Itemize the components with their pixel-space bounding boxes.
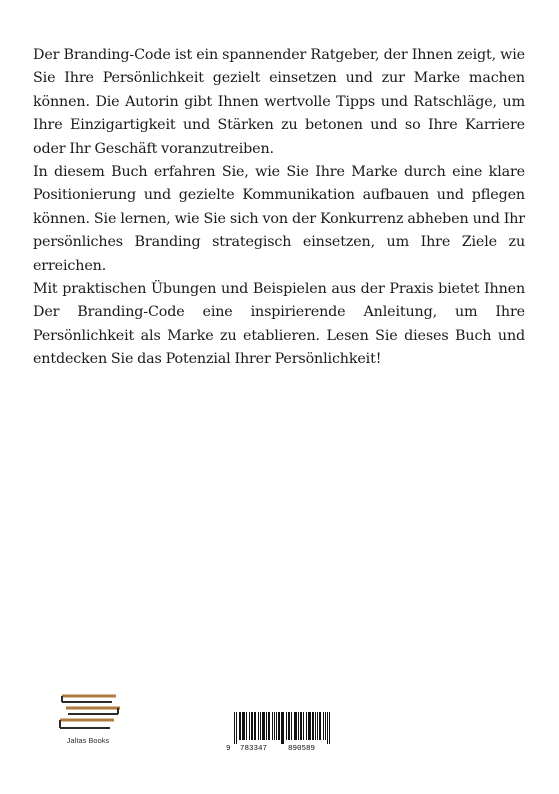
barcode-bar: [317, 712, 318, 740]
barcode-bar: [291, 712, 292, 740]
barcode-bar: [329, 712, 330, 744]
barcode-bar: [319, 712, 320, 740]
barcode-bar: [308, 712, 309, 740]
barcode-bar: [306, 712, 307, 740]
barcode-bar: [240, 712, 241, 740]
barcode-bar: [239, 712, 240, 740]
barcode-bar: [254, 712, 255, 740]
barcode-bar: [244, 712, 245, 740]
barcode-bar: [300, 712, 301, 740]
barcode-bar: [251, 712, 252, 740]
barcode-bar: [260, 712, 261, 740]
barcode-bar: [294, 712, 295, 740]
barcode-bar: [249, 712, 250, 740]
barcode-bar: [281, 712, 282, 744]
blurb-paragraph-2: In diesem Buch erfahren Sie, wie Sie Ihre Marke durch eine klare Positionierung und gezielte Kommunikation aufbauen und pflegen können. Sie lernen, wie Sie sich von der Konkurrenz abheben und Ihr persönliches Branding strategisch einsetzen, um Ihre Ziele zu erreichen.: [33, 164, 525, 274]
barcode-bar: [323, 712, 324, 740]
barcode-digit-first: 9: [226, 745, 231, 753]
barcode-bar: [327, 712, 328, 744]
barcode-bar: [310, 712, 311, 740]
barcode-bar: [296, 712, 297, 740]
barcode-bar: [276, 712, 277, 740]
barcode-bar: [242, 712, 243, 740]
barcode-bar: [278, 712, 279, 740]
barcode-bar: [315, 712, 316, 740]
barcode-digits: [226, 745, 334, 785]
blurb-paragraph-3: Mit praktischen Übungen und Beispielen aus der Praxis bietet Ihnen Der Branding-Code eine inspirierende Anleitung, um Ihre Persönlichkeit als Marke zu etablieren. Lesen Sie dieses Buch und entdecken Sie das Potenzial Ihrer Persönlichkeit!: [33, 281, 525, 368]
barcode-bar: [262, 712, 263, 740]
barcode-bar: [255, 712, 256, 740]
barcode-bar: [313, 712, 314, 740]
barcode-bar: [289, 712, 290, 740]
barcode-bar: [263, 712, 264, 740]
publisher-logo: [52, 688, 124, 748]
barcode-bar: [298, 712, 299, 740]
barcode-bar: [312, 712, 313, 740]
barcode-digits-left: 783347: [240, 745, 268, 753]
barcode-bar: [258, 712, 259, 740]
barcode-bar: [269, 712, 270, 740]
barcode-bar: [252, 712, 253, 740]
barcode-bar: [301, 712, 302, 740]
barcode-digits-right: 890589: [288, 745, 316, 753]
barcode-bar: [279, 712, 280, 740]
isbn-barcode: [226, 712, 334, 756]
barcode-bars: [234, 712, 330, 744]
barcode-bar: [268, 712, 269, 740]
barcode-bar: [283, 712, 284, 744]
barcode-bar: [236, 712, 237, 744]
barcode-bar: [243, 712, 244, 740]
publisher-name: Jaltas Books: [66, 736, 110, 745]
barcode-bar: [288, 712, 289, 740]
barcode-bar: [272, 712, 273, 740]
stacked-books-icon: [52, 688, 124, 734]
barcode-bar: [286, 712, 287, 740]
barcode-bar: [246, 712, 247, 740]
blurb-text: [33, 44, 525, 372]
blurb-paragraph-1: Der Branding-Code ist ein spannender Ratgeber, der Ihnen zeigt, wie Sie Ihre Persönlichkeit gezielt einsetzen und zur Marke machen können. Die Autorin gibt Ihnen wertvolle Tipps und Ratschläge, um Ihre Einzigartigkeit und Stärken zu betonen und so Ihre Karriere oder Ihr Geschäft voranzutreiben.: [33, 47, 525, 157]
barcode-bar: [295, 712, 296, 740]
barcode-bar: [282, 712, 283, 744]
barcode-bar: [325, 712, 326, 740]
barcode-bar: [234, 712, 235, 744]
barcode-bar: [320, 712, 321, 740]
barcode-bar: [274, 712, 275, 740]
barcode-bar: [266, 712, 267, 740]
barcode-bar: [264, 712, 265, 740]
barcode-bar: [309, 712, 310, 740]
barcode-bar: [303, 712, 304, 740]
